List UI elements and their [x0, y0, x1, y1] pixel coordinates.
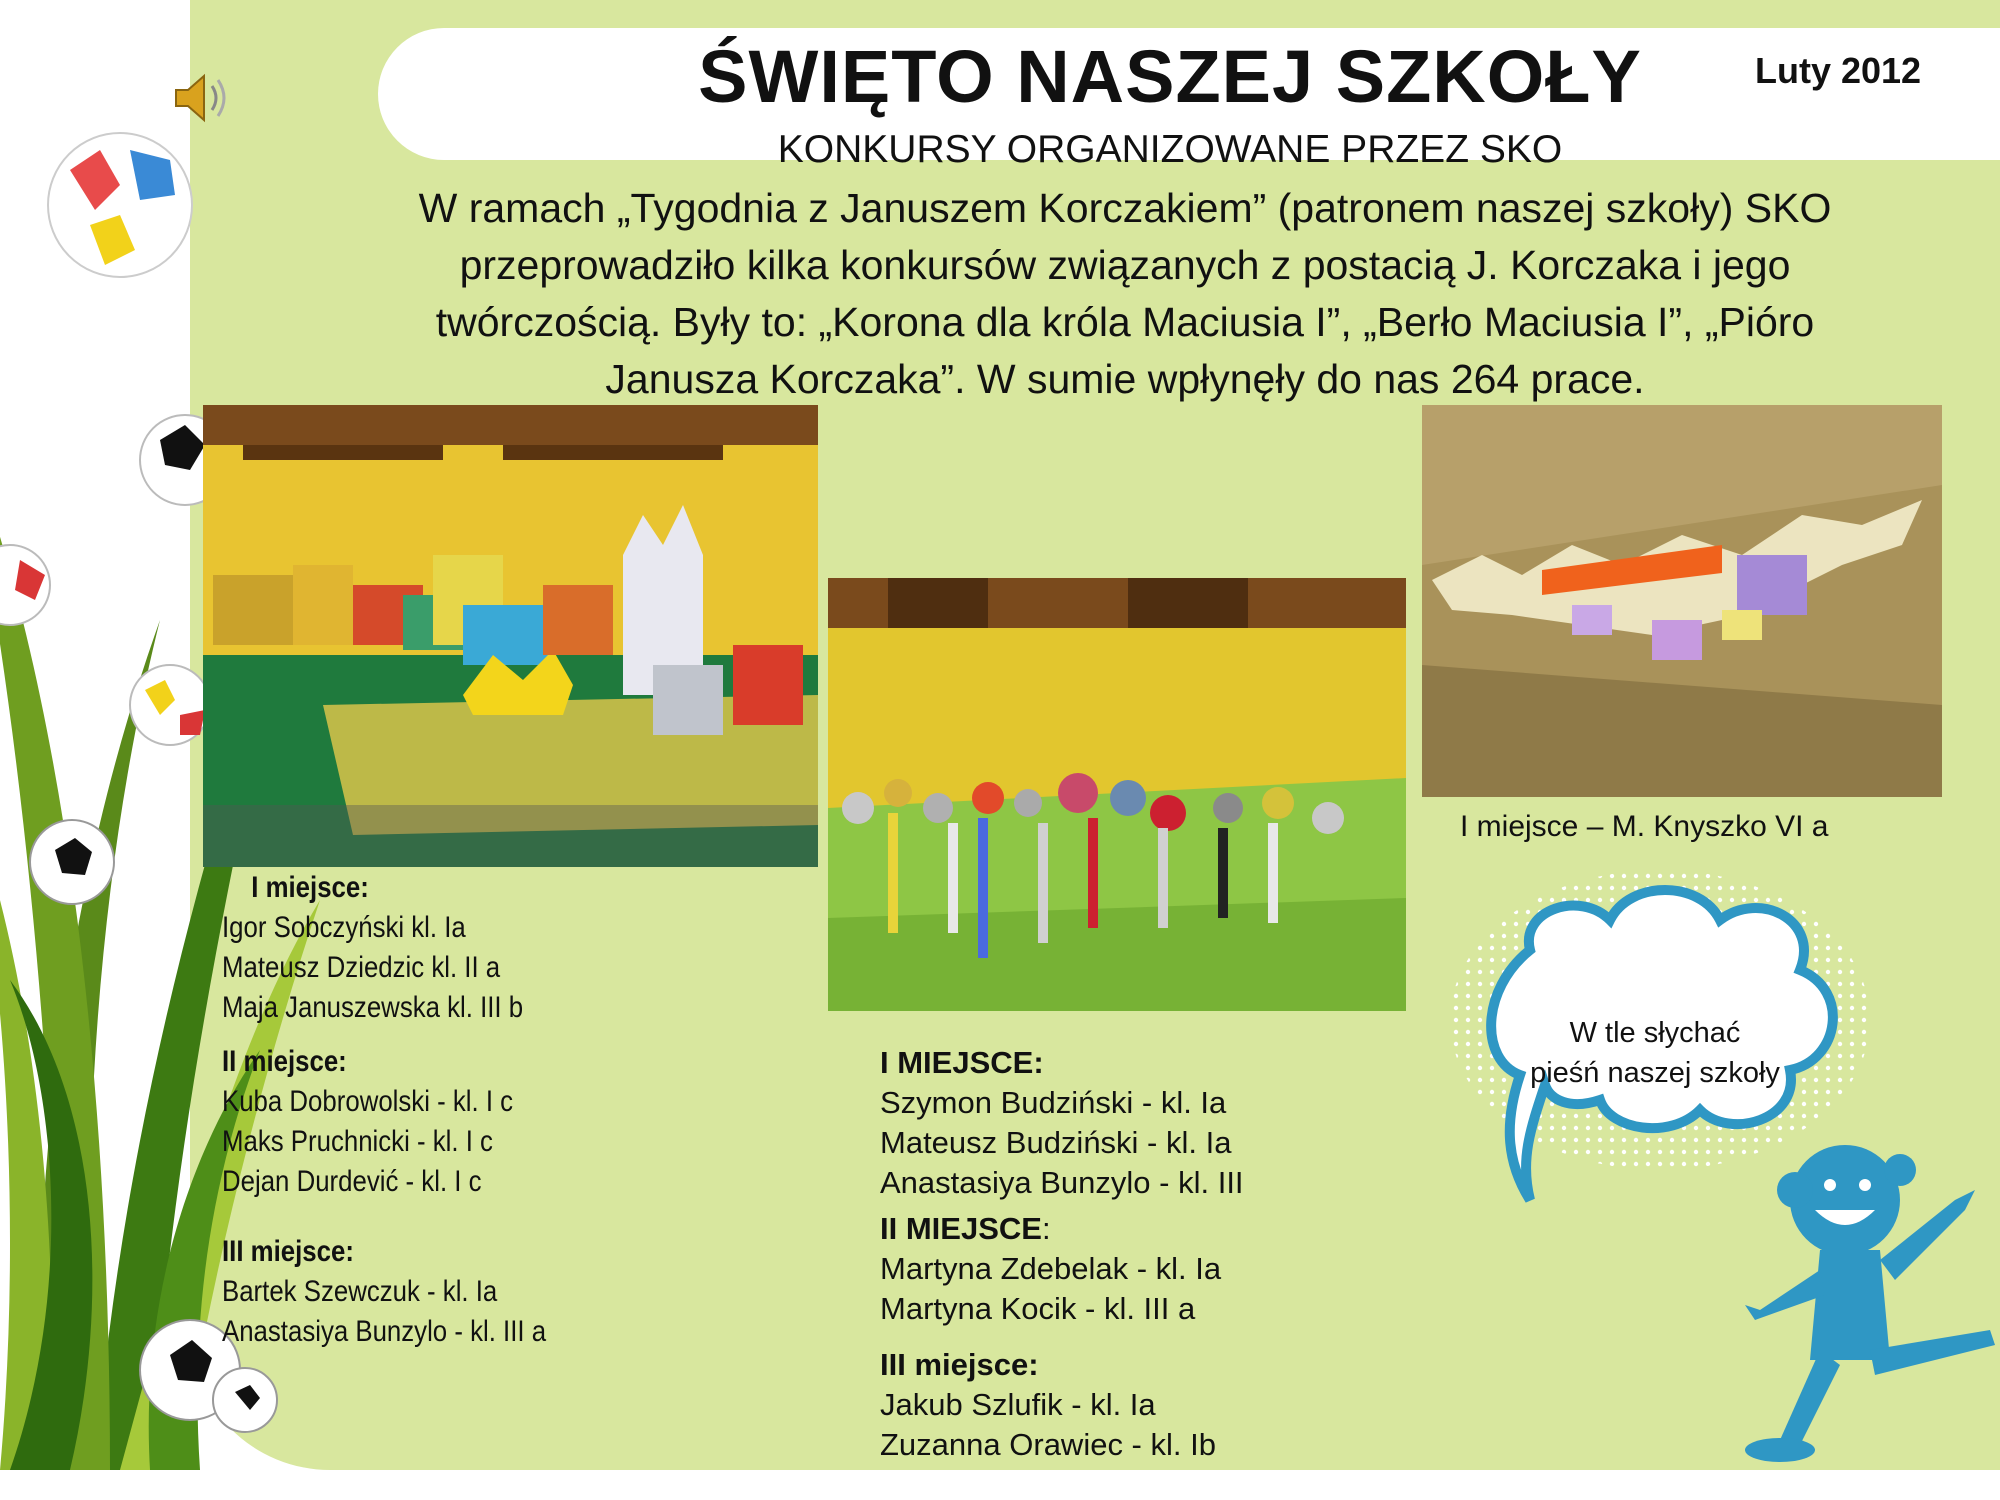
list-item: Jakub Szlufik - kl. Ia [880, 1387, 1156, 1422]
intro-line: przeprowadziło kilka konkursów związanych z postacią J. Korczaka i jego [459, 242, 1791, 288]
pen-contest-caption: I miejsce – M. Knyszko VI a [1460, 810, 1829, 843]
cloud-line: W tle słychać [1569, 1017, 1741, 1049]
list-item: Dejan Durdević - kl. I c [222, 1165, 482, 1198]
sceptres-winners-list [880, 1043, 1244, 1465]
issue-date: Luty 2012 [1755, 50, 1922, 91]
list-item: Zuzanna Orawiec - kl. Ib [880, 1427, 1216, 1462]
photo-sceptres [828, 578, 1406, 1011]
photo-pen [1422, 405, 1942, 797]
list-item: Maks Pruchnicki - kl. I c [222, 1125, 493, 1158]
second-place-heading: II MIEJSCE [880, 1211, 1042, 1246]
intro-paragraph [280, 180, 1970, 408]
intro-line: Janusza Korczaka”. W sumie wpłynęły do nas 264 prace. [605, 356, 1645, 402]
second-place-heading-row [880, 1209, 1244, 1249]
list-item: Bartek Szewczuk - kl. Ia [222, 1275, 498, 1308]
list-item: Anastasiya Bunzylo - kl. III a [222, 1315, 547, 1348]
first-place-heading: I miejsce: [251, 871, 369, 904]
cloud-line: pieśń naszej szkoły [1530, 1057, 1780, 1089]
intro-line: twórczością. Były to: „Korona dla króla Maciusia I”, „Berło Maciusia I”, „Pióro [435, 299, 1815, 345]
list-item: Maja Januszewska kl. III b [222, 991, 524, 1024]
page-title: ŚWIĘTO NASZEJ SZKOŁY [698, 35, 1642, 118]
dancing-figure-icon [1740, 1130, 2000, 1470]
soccer-ball-icon [0, 545, 50, 625]
crowns-winners-list [222, 868, 546, 1352]
photo-crowns [203, 405, 818, 867]
soccer-ball-icon [130, 665, 210, 745]
intro-line: W ramach „Tygodnia z Januszem Korczakiem” (patronem naszej szkoły) SKO [418, 185, 1832, 231]
list-item: Igor Sobczyński kl. Ia [222, 911, 466, 944]
first-place-heading: I MIEJSCE: [880, 1045, 1044, 1080]
soccer-ball-icon [30, 820, 114, 904]
page-subtitle: KONKURSY ORGANIZOWANE PRZEZ SKO [777, 128, 1563, 171]
list-item: Mateusz Dziedzic kl. II a [222, 951, 501, 984]
soccer-ball-icon [48, 133, 192, 277]
cloud-text [1500, 1013, 1810, 1093]
second-place-heading: II miejsce: [222, 1045, 347, 1078]
third-place-heading: III miejsce: [880, 1347, 1039, 1382]
list-item: Anastasiya Bunzylo - kl. III [880, 1165, 1244, 1200]
heading-colon: : [1041, 1211, 1051, 1246]
list-item: Kuba Dobrowolski - kl. I c [222, 1085, 514, 1118]
list-item: Mateusz Budziński - kl. Ia [880, 1125, 1232, 1160]
list-item: Martyna Kocik - kl. III a [880, 1291, 1196, 1326]
list-item: Martyna Zdebelak - kl. Ia [880, 1251, 1222, 1286]
third-place-heading: III miejsce: [222, 1235, 354, 1268]
list-item: Szymon Budziński - kl. Ia [880, 1085, 1227, 1120]
speaker-icon[interactable] [170, 68, 240, 128]
